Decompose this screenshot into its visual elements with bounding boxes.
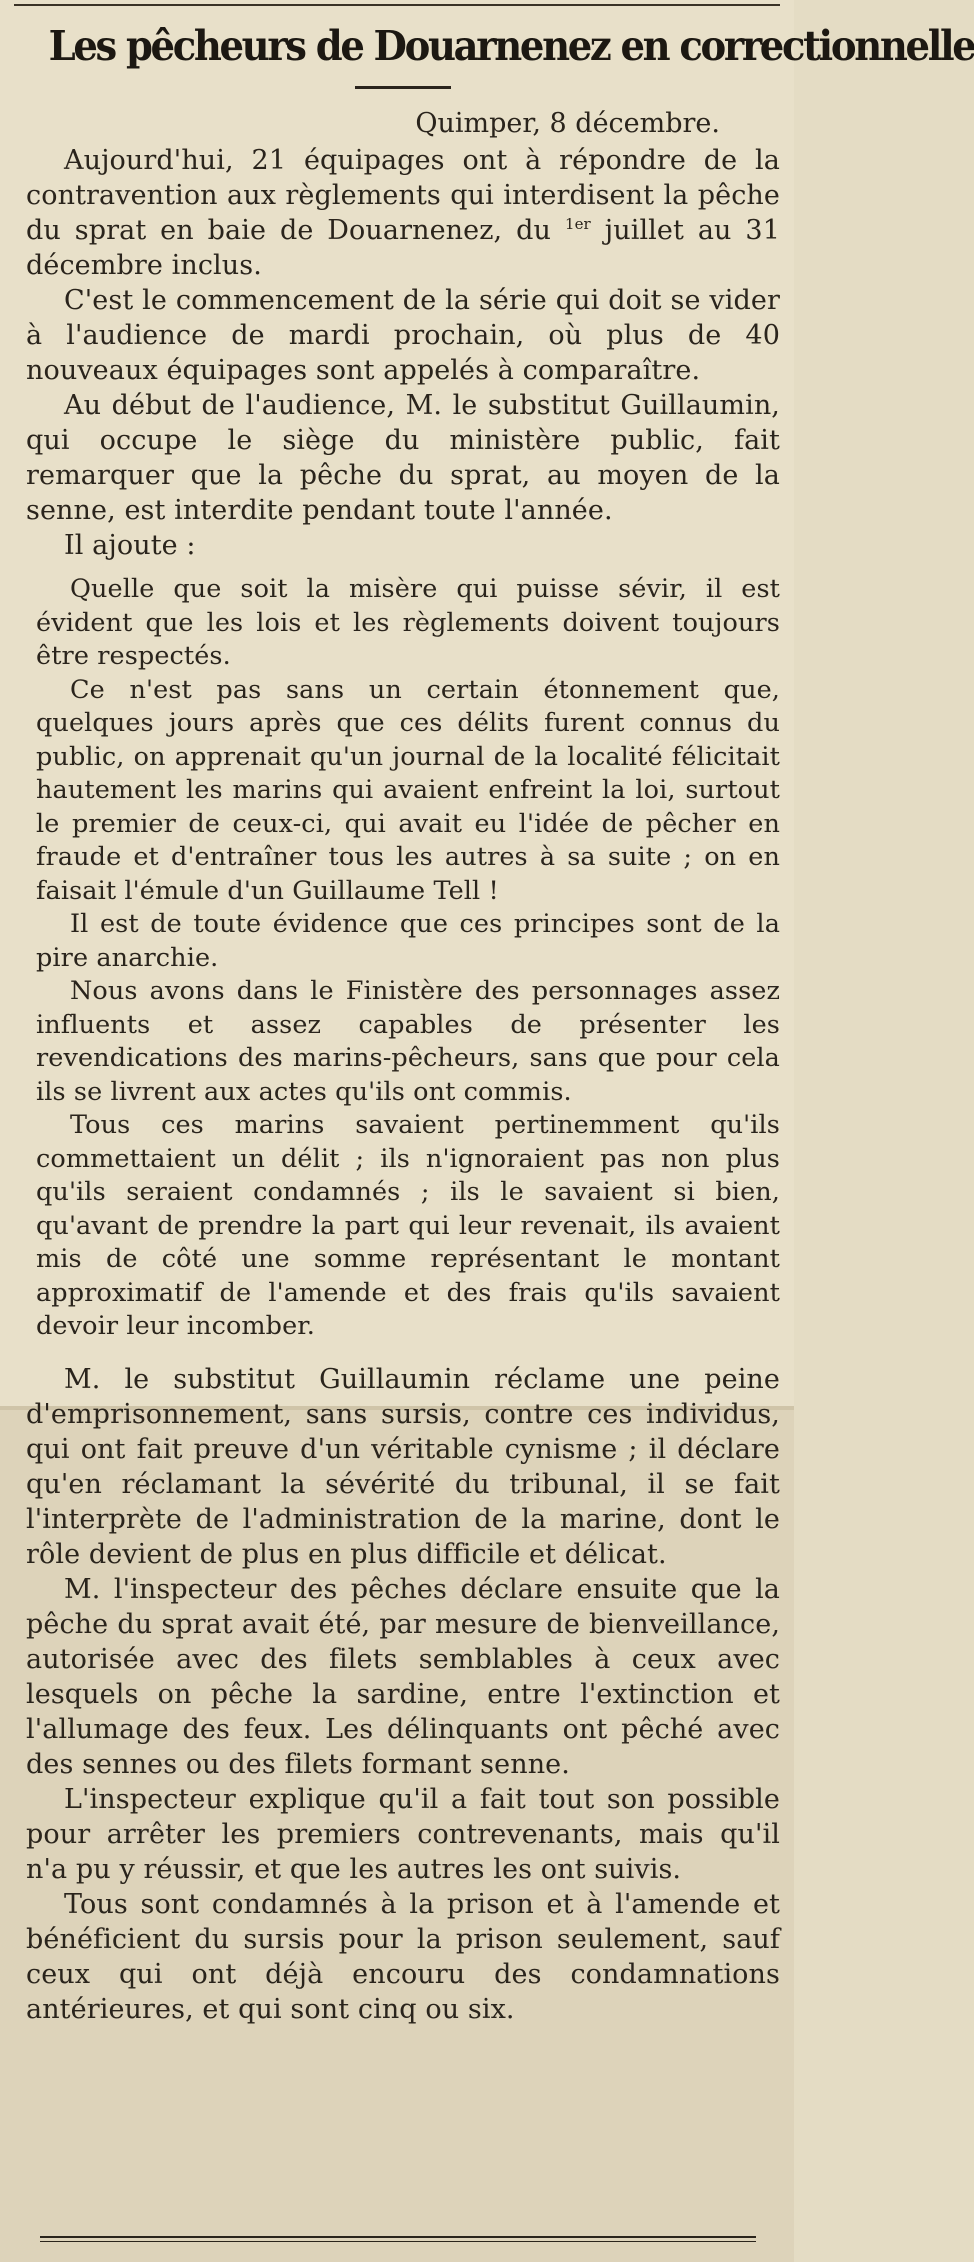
article-headline: Les pêcheurs de Douarnenez en correctionnelle [48,22,974,70]
paragraph: Il ajoute : [64,530,196,561]
paragraph: M. le substitut Guillaumin réclame une peine d'emprisonnement, sans sursis, contre ces individus, qui ont fait preuve d'un véritable cynisme ; il déclare qu'en réclamant la sévérité du tribunal, il se fait l'interprète de l'administration de la marine, dont le rôle devient de plus en plus difficile et délicat. [26,1363,780,1570]
paragraph: C'est le commencement de la série qui doit se vider à l'audience de mardi prochain, où plus de 40 nouveaux équipages sont appelés à comparaître. [26,285,780,386]
paragraph: M. l'inspecteur des pêches déclare ensuite que la pêche du sprat avait été, par mesure de bienveillance, autorisée avec des filets semblables à ceux avec lesquels on pêche la sardine, entre l'extinction et l'allumage des feux. Les délinquants ont pêché avec des sennes ou des filets formant senne. [26,1573,780,1780]
bottom-rule-thin [40,2241,756,2242]
quote-paragraph: Nous avons dans le Finistère des personnages assez influents et assez capables de présenter les revendications des marins-pêcheurs, sans que pour cela ils se livrent aux actes qu'ils ont commis. [36,976,780,1107]
quote-paragraph: Tous ces marins savaient pertinemment qu'ils commettaient un délit ; ils n'ignoraient pas non plus qu'ils seraient condamnés ; ils le savaient si bien, qu'avant de prendre la part qui leur revenait, ils avaient mis de côté une somme représentant le montant approximatif de l'amende et des frais qu'ils savaient devoir leur incomber. [36,1110,780,1341]
article-dateline: Quimper, 8 décembre. [415,108,720,139]
intro-text-b: juillet au 31 décembre inclus. [26,215,780,281]
bottom-rule [40,2236,756,2238]
intro-ordinal: 1er [564,215,591,233]
intro-paragraph [26,143,780,283]
quoted-speech [26,573,780,1344]
quote-paragraph: Ce n'est pas sans un certain étonnement que, quelques jours après que ces délits furent connus du public, on apprenait qu'un journal de la localité félicitait hautement les marins qui avaient enfreint la loi, surtout le premier de ceux-ci, qui avait eu l'idée de pêcher en fraude et d'entraîner tous les autres à sa suite ; on en faisait l'émule d'un Guillaume Tell ! [36,674,780,906]
headline-rule [355,86,451,89]
paragraph: L'inspecteur explique qu'il a fait tout son possible pour arrêter les premiers contrevenants, mais qu'il n'a pu y réussir, et que les autres les ont suivis. [26,1783,780,1885]
quote-paragraph: Il est de toute évidence que ces principes sont de la pire anarchie. [36,909,780,973]
quote-paragraph: Quelle que soit la misère qui puisse sévir, il est évident que les lois et les règlements doivent toujours être respectés. [36,574,780,671]
article-column [26,0,974,2027]
section-gap [26,1344,780,1362]
paragraph: Au début de l'audience, M. le substitut Guillaumin, qui occupe le siège du ministère public, fait remarquer que la pêche du sprat, au moyen de la senne, est interdite pendant toute l'année. [26,390,780,526]
paragraph: Tous sont condamnés à la prison et à l'amende et bénéficient du sursis pour la prison seulement, sauf ceux qui ont déjà encouru des condamnations antérieures, et qui sont cinq ou six. [26,1888,780,2025]
intro-text-a: Aujourd'hui, 21 équipages ont à répondre de la contravention aux règlements qui interdisent la pêche du sprat en baie de Douarnenez, du [26,145,780,246]
